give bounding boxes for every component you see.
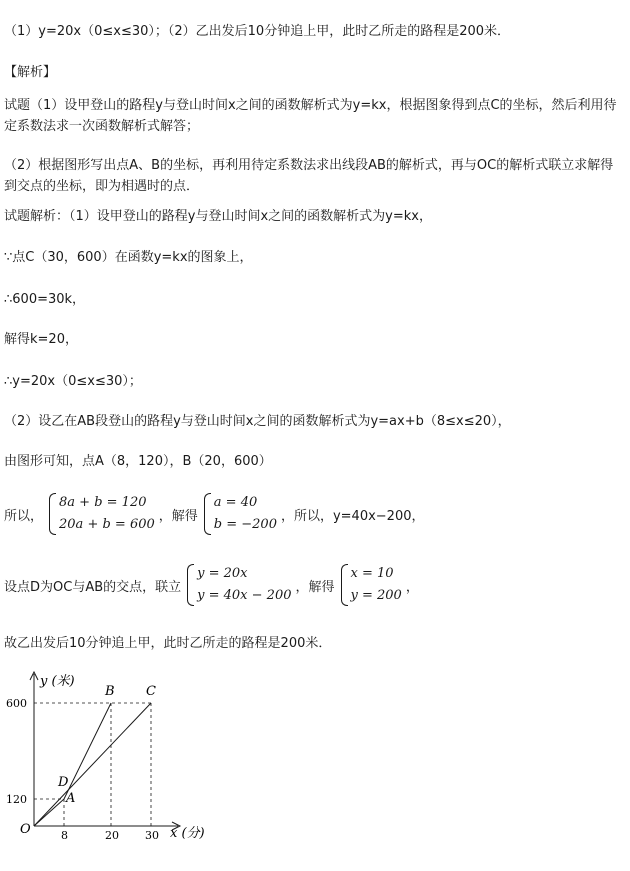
- solution-part2-intro: （2）设乙在AB段登山的路程y与登山时间x之间的函数解析式为y=ax+b（8≤x≤20），: [4, 414, 511, 429]
- y-tick-120: 120: [6, 793, 27, 806]
- hint-part-2: （2）根据图形写出点A、B的坐标，再利用待定系数法求出线段AB的解析式，再与OC的解析式联立求解得到交点的坐标，即为相遇时的点．: [4, 158, 614, 194]
- label-a: A: [66, 791, 76, 806]
- label-c: C: [146, 684, 156, 699]
- system2-prefix: 设点D为OC与AB的交点，联立: [4, 579, 182, 595]
- x-tick-8: 8: [61, 829, 68, 842]
- solution-system-1: [202, 492, 277, 536]
- solution-system-2: [339, 563, 402, 607]
- y-axis-label: y (米): [40, 674, 75, 689]
- system2-eq2: y = 40x − 200: [197, 588, 292, 603]
- answer-summary: （1）y=20x（0≤x≤30）；（2）乙出发后10分钟追上甲，此时乙所走的路程是200米．: [4, 24, 511, 39]
- segment-ab: [64, 703, 111, 799]
- distance-time-graph: [0, 668, 240, 868]
- segment-oa: [34, 799, 64, 826]
- hint-part-1: 试题（1）设甲登山的路程y与登山时间x之间的函数解析式为y=kx，根据图象得到点C的坐标，然后利用待定系数法求一次函数解析式解答；: [4, 98, 617, 134]
- equation-system-2: [185, 563, 291, 607]
- solution-k: 解得k=20，: [4, 332, 78, 347]
- system2-suffix: ，: [405, 579, 419, 595]
- conclusion: 故乙出发后10分钟追上甲，此时乙所走的路程是200米．: [4, 636, 332, 651]
- system1-mid: ，解得: [158, 508, 198, 524]
- segment-oc: [34, 703, 151, 826]
- x-tick-30: 30: [145, 829, 159, 842]
- analysis-header: 【解析】: [4, 65, 57, 80]
- system1-sol1: a = 40: [213, 495, 258, 510]
- solution-points-ab: 由图形可知，点A（8，120），B（20，600）: [4, 454, 272, 469]
- label-origin: O: [20, 822, 31, 837]
- equation-system-2-row: [4, 563, 419, 607]
- equation-system-1-row: [4, 492, 425, 536]
- x-tick-20: 20: [105, 829, 119, 842]
- label-d: D: [58, 775, 69, 790]
- system2-eq1: y = 20x: [197, 566, 248, 581]
- system1-prefix: 所以，: [4, 508, 44, 524]
- label-b: B: [105, 684, 115, 699]
- solution-y: ∴y=20x（0≤x≤30）；: [4, 374, 142, 389]
- system2-sol1: x = 10: [350, 566, 394, 581]
- system1-eq1: 8a + b = 120: [59, 495, 147, 510]
- solution-point-c: ∵点C（30，600）在函数y=kx的图象上，: [4, 250, 253, 265]
- y-tick-600: 600: [6, 697, 27, 710]
- solution-equation: ∴600=30k，: [4, 292, 86, 307]
- solution-intro: 试题解析：（1）设甲登山的路程y与登山时间x之间的函数解析式为y=kx，: [4, 209, 432, 224]
- equation-system-1: [47, 492, 155, 536]
- system2-sol2: y = 200: [350, 588, 402, 603]
- system1-sol2: b = −200: [213, 517, 277, 532]
- system1-eq2: 20a + b = 600: [59, 517, 155, 532]
- system2-mid: ，解得: [295, 579, 335, 595]
- x-axis-label: x (分): [170, 826, 205, 841]
- system1-suffix: ，所以，y=40x−200，: [280, 508, 425, 524]
